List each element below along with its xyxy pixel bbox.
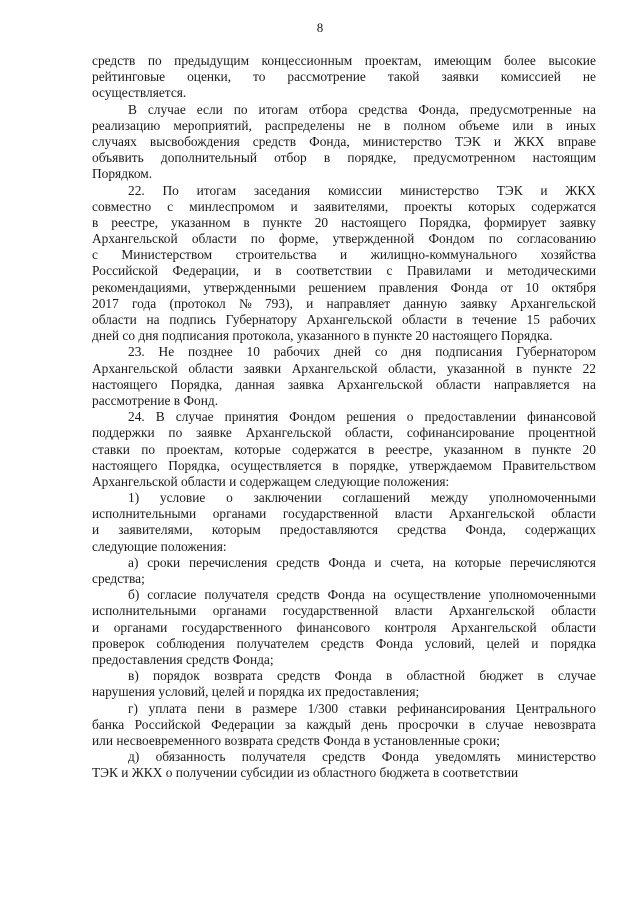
- paragraph: [92, 668, 596, 700]
- text-line: поддержки по заявке Архангельской области, софинансирование процентной: [92, 425, 596, 441]
- text-line: следующие положения:: [92, 538, 227, 554]
- text-line: в) порядок возврата средств Фонда в областной бюджет в случае: [128, 668, 596, 684]
- text-line: с Министерством строительства и жилищно-коммунального хозяйства: [92, 247, 596, 263]
- text-line: осуществляется.: [92, 85, 187, 101]
- text-line: или несвоевременного возврата средств Фонда в установленные сроки;: [92, 732, 501, 748]
- text-line: исполнительными органами государственной власти Архангельской области: [92, 506, 596, 522]
- text-line: Архангельской области и содержащем следующие положения:: [92, 473, 450, 489]
- text-line: проверок соблюдения получателем средств Фонда условий, целей и порядка: [92, 635, 596, 651]
- text-line: В случае если по итогам отбора средства Фонда, предусмотренные на: [128, 101, 596, 117]
- text-line: и заявителями, которым предоставляются средства Фонда, содержащих: [92, 522, 596, 538]
- text-line: 2017 года (протокол № 793), и направляет данную заявку Архангельской: [92, 295, 596, 311]
- paragraph: [92, 701, 596, 750]
- text-line: Порядком.: [92, 166, 153, 182]
- text-line: области на подпись Губернатору Архангельской области в течение 15 рабочих: [92, 312, 596, 327]
- paragraph: [92, 183, 596, 345]
- paragraph: [92, 490, 596, 555]
- paragraph: [92, 587, 596, 668]
- text-line: ТЭК и ЖКХ о получении субсидии из областного бюджета в соответствии: [92, 765, 519, 781]
- text-line: Российской Федерации, и в соответствии с Правилами и методическими: [92, 263, 596, 279]
- text-line: предоставления средств Фонда;: [92, 651, 274, 667]
- paragraph: [92, 344, 596, 409]
- text-line: а) сроки перечисления средств Фонда и счета, на которые перечисляются: [128, 554, 596, 570]
- text-line: и органами государственного финансового контроля Архангельской области: [92, 619, 596, 635]
- text-line: рекомендациями, утвержденными решением правления Фонда от 10 октября: [92, 279, 596, 295]
- text-line: Архангельской области по форме, утвержденной Фондом по согласованию: [92, 231, 596, 247]
- text-line: рейтинговые оценки, то рассмотрение такой заявки комиссией не: [92, 69, 596, 85]
- text-line: случаях высвобождения средств Фонда, министерство ТЭК и ЖКХ вправе: [92, 133, 596, 149]
- text-line: в реестре, указанном в пункте 20 настоящего Порядка, формирует заявку: [92, 214, 596, 230]
- text-line: исполнительными органами государственной власти Архангельской области: [92, 603, 596, 619]
- text-line: ставки по проектам, которые содержатся в реестре, указанном в пункте 20: [92, 441, 596, 457]
- text-line: Архангельской области заявки Архангельской области, указанной в пункте 22: [92, 360, 596, 376]
- text-line: средств по предыдущим концессионным проектам, имеющим более высокие: [92, 53, 596, 68]
- text-line: дней со дня подписания протокола, указанного в пункте 20 настоящего Порядка.: [92, 328, 553, 344]
- paragraph: [92, 102, 596, 183]
- paragraph: [92, 409, 596, 490]
- text-line: совместно с минлеспромом и заявителями, проекты которых содержатся: [92, 198, 596, 214]
- text-line: настоящего Порядка, данная заявка Архангельской области направляется на: [92, 376, 596, 392]
- text-line: банка Российской Федерации за каждый день просрочки в случае невозврата: [92, 716, 596, 732]
- text-line: нарушения условий, целей и порядка их предоставления;: [92, 684, 420, 700]
- paragraph: [92, 749, 596, 781]
- text-line: б) согласие получателя средств Фонда на осуществление уполномоченными: [128, 587, 596, 603]
- text-line: средства;: [92, 571, 145, 586]
- text-line: 1) условие о заключении соглашений между уполномоченными: [128, 490, 596, 506]
- text-line: г) уплата пени в размере 1/300 ставки рефинансирования Центрального: [128, 700, 596, 716]
- text-line: реализацию мероприятий, распределены не в полном объеме или в иных: [92, 117, 596, 133]
- text-line: объявить дополнительный отбор в порядке, предусмотренном настоящим: [92, 150, 596, 166]
- text-line: настоящего Порядка, осуществляется в порядке, утверждаемом Правительством: [92, 457, 596, 473]
- text-line: рассмотрение в Фонд.: [92, 392, 219, 408]
- text-line: 22. По итогам заседания комиссии министерство ТЭК и ЖКХ: [128, 182, 596, 198]
- text-line: 24. В случае принятия Фондом решения о предоставлении финансовой: [128, 409, 596, 425]
- text-line: д) обязанность получателя средств Фонда уведомлять министерство: [128, 749, 596, 765]
- paragraph: [92, 555, 596, 587]
- page-number: 8: [316, 20, 324, 35]
- paragraph: [92, 53, 596, 102]
- text-line: 23. Не позднее 10 рабочих дней со дня подписания Губернатором: [128, 344, 596, 360]
- document-body: [92, 53, 596, 781]
